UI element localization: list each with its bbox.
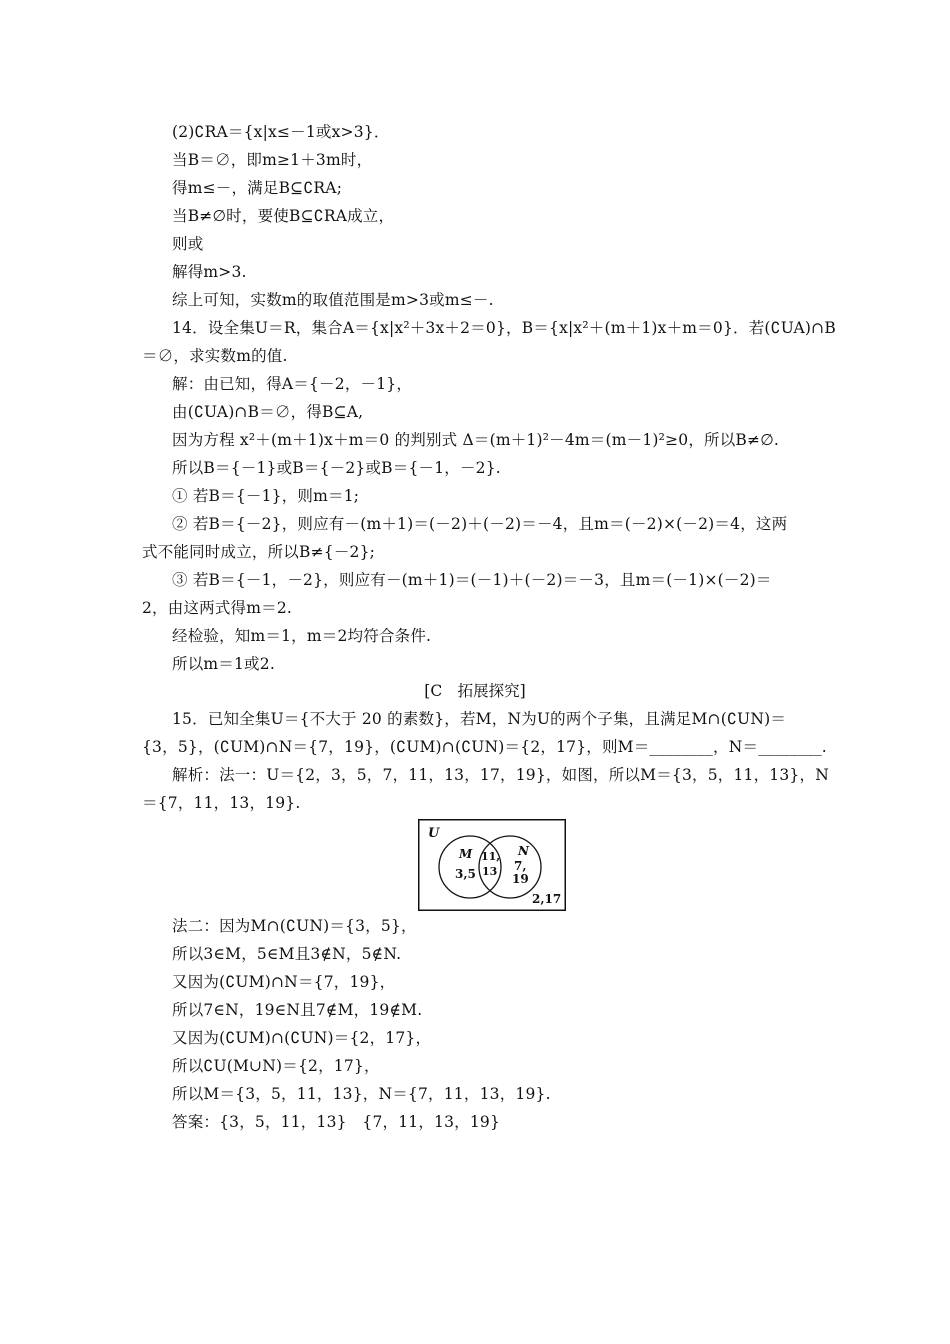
text-line: 得m≤－，满足B⊆∁RA;	[172, 179, 343, 197]
text-line: 经检验，知m＝1，m＝2均符合条件.	[172, 627, 432, 645]
venn-diagram	[418, 819, 566, 911]
text-line: ③ 若B＝{－1，－2}，则应有－(m＋1)＝(－1)＋(－2)＝－3，且m＝(－1)×(－2)＝	[172, 571, 772, 589]
text-line: 因为方程 x²＋(m＋1)x＋m＝0 的判别式 Δ＝(m＋1)²－4m＝(m－1)²≥0，所以B≠∅.	[172, 431, 780, 449]
set-m-elements: 3,5	[455, 867, 476, 881]
problem-14-statement: 14．设全集U＝R，集合A＝{x|x²＋3x＋2＝0}，B＝{x|x²＋(m＋1)x＋m＝0}．若(∁UA)∩B	[172, 319, 836, 337]
intersection-elements-1: 11,	[481, 850, 501, 863]
set-n-elements-1: 7,	[514, 859, 527, 873]
text-line: 所以M＝{3，5，11，13}，N＝{7，11，13，19}.	[172, 1085, 551, 1103]
text-line: ＝{7，11，13，19}.	[142, 794, 301, 812]
text-line: 所以∁U(M∪N)＝{2，17}，	[172, 1057, 380, 1075]
text-line: 法二：因为M∩(∁UN)＝{3，5}，	[172, 917, 417, 935]
set-n-elements-2: 19	[512, 872, 529, 886]
text-line: 所以B＝{－1}或B＝{－2}或B＝{－1，－2}.	[172, 459, 501, 477]
text-line: 式不能同时成立，所以B≠{－2};	[142, 543, 376, 561]
text-line: 解析：法一：U＝{2，3，5，7，11，13，17，19}，如图，所以M＝{3，5，11，13}，N	[172, 766, 829, 784]
universe-label: U	[428, 826, 440, 841]
intersection-elements-2: 13	[482, 865, 498, 878]
text-line: ② 若B＝{－2}，则应有－(m＋1)＝(－2)＋(－2)＝－4，且m＝(－2)×(－2)＝4，这两	[172, 515, 788, 533]
text-line: 所以3∈M，5∈M且3∉N，5∉N.	[172, 945, 402, 963]
answer-line: 答案：{3，5，11，13} {7，11，13，19}	[172, 1113, 501, 1131]
section-heading: [C 拓展探究]	[424, 682, 526, 700]
text-line: 所以7∈N，19∈N且7∉M，19∉M.	[172, 1001, 423, 1019]
text-line: 由(∁UA)∩B＝∅，得B⊆A,	[172, 403, 364, 421]
text-line: 所以m＝1或2.	[172, 655, 275, 673]
problem-14-statement-cont: ＝∅，求实数m的值.	[142, 347, 288, 365]
text-line: 综上可知，实数m的取值范围是m>3或m≤－.	[172, 291, 494, 309]
text-line: ① 若B＝{－1}，则m＝1;	[172, 487, 360, 505]
problem-15-statement-cont: {3，5}，(∁UM)∩N＝{7，19}，(∁UM)∩(∁UN)＝{2，17}，则M＝________，N＝________.	[142, 738, 827, 756]
text-line: 解：由已知，得A＝{－2，－1}，	[172, 375, 413, 393]
text-line: 则或	[172, 235, 204, 253]
set-n-label: N	[518, 844, 529, 858]
text-line: 又因为(∁UM)∩(∁UN)＝{2，17}，	[172, 1029, 432, 1047]
problem-15-statement: 15．已知全集U＝{不大于 20 的素数}，若M，N为U的两个子集，且满足M∩(∁UN)＝	[172, 710, 787, 728]
outside-elements: 2,17	[532, 892, 562, 906]
text-line: 解得m>3.	[172, 263, 247, 281]
set-m-label: M	[459, 847, 473, 861]
text-line: 又因为(∁UM)∩N＝{7，19}，	[172, 973, 396, 991]
text-line: (2)∁RA＝{x|x≤－1或x>3}．	[172, 123, 390, 141]
text-line: 当B＝∅，即m≥1＋3m时，	[172, 151, 373, 169]
text-line: 2，由这两式得m＝2.	[142, 599, 293, 617]
text-line: 当B≠∅时，要使B⊆∁RA成立，	[172, 207, 395, 225]
